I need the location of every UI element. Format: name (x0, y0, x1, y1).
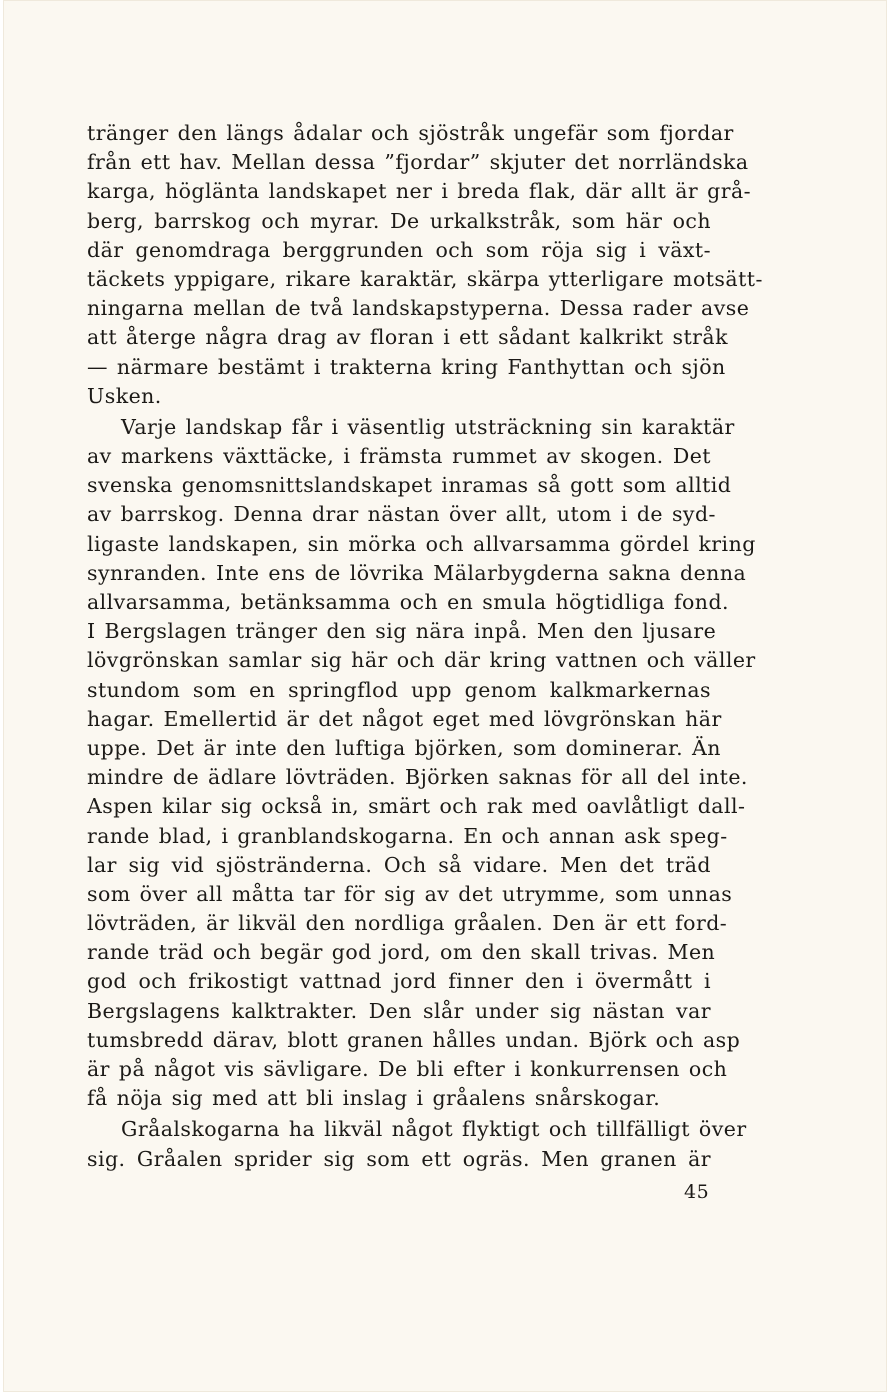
text-line: som över all måtta tar för sig av det utrymme, som unnas (87, 881, 733, 906)
paragraph-3 (87, 1115, 747, 1173)
body-text (87, 119, 763, 1174)
page-number: 45 (684, 1181, 710, 1203)
text-line: — närmare bestämt i trakterna kring Fanthyttan och sjön (87, 354, 726, 379)
text-line: lövträden, är likväl den nordliga gråalen. Den är ett ford- (87, 911, 728, 936)
text-line: svenska genomsnittslandskapet inramas så gott som alltid (87, 473, 732, 498)
text-line: Bergslagens kalktrakter. Den slår under sig nästan var (87, 998, 711, 1023)
text-line: stundom som en springflod upp genom kalkmarkernas (87, 677, 711, 702)
text-line: rande träd och begär god jord, om den skall trivas. Men (87, 940, 716, 965)
text-line: karga, höglänta landskapet ner i breda flak, där allt är grå- (87, 179, 751, 204)
text-line: av markens växttäcke, i främsta rummet av skogen. Det (87, 444, 711, 469)
text-line: rande blad, i granblandskogarna. En och annan ask speg- (87, 823, 728, 848)
text-line: Usken. (87, 383, 162, 408)
text-line: täckets yppigare, rikare karaktär, skärpa ytterligare motsätt- (87, 266, 763, 291)
text-line: sig. Gråalen sprider sig som ett ogräs. Men granen är (87, 1146, 711, 1171)
text-line: hagar. Emellertid är det något eget med lövgrönskan här (87, 706, 722, 731)
text-line: där genomdraga berggrunden och som röja sig i växt- (87, 237, 711, 262)
text-line: god och frikostigt vattnad jord finner den i övermått i (87, 969, 711, 994)
text-line: allvarsamma, betänksamma och en smula högtidliga fond. (87, 590, 729, 614)
text-line: ligaste landskapen, sin mörka och allvarsamma gördel kring (87, 531, 756, 556)
text-line: I Bergslagen tränger den sig nära inpå. Men den ljusare (87, 619, 717, 644)
text-line: av barrskog. Denna drar nästan över allt, utom i de syd- (87, 502, 716, 527)
text-line: Varje landskap får i väsentlig utsträckning sin karaktär (121, 414, 735, 439)
text-line: lövgrönskan samlar sig här och där kring vattnen och väller (87, 648, 756, 673)
text-line: lar sig vid sjöstränderna. Och så vidare. Men det träd (87, 852, 711, 877)
text-line: uppe. Det är inte den luftiga björken, som dominerar. Än (87, 735, 721, 760)
text-line: synranden. Inte ens de lövrika Mälarbygderna sakna denna (87, 560, 747, 585)
book-page (3, 0, 887, 1392)
text-line: att återge några drag av floran i ett sådant kalkrikt stråk (87, 325, 728, 350)
paragraph-2 (87, 413, 756, 1114)
text-line: tränger den längs ådalar och sjöstråk ungefär som fjordar (87, 121, 734, 145)
text-line: få nöja sig med att bli inslag i gråalens snårskogar. (87, 1086, 661, 1111)
text-line: ningarna mellan de två landskapstyperna. Dessa rader avse (87, 296, 750, 321)
text-line: mindre de ädlare lövträden. Björken saknas för all del inte. (87, 765, 748, 790)
text-line: Gråalskogarna ha likväl något flyktigt och tillfälligt över (121, 1117, 747, 1142)
text-line: är på något vis sävligare. De bli efter i konkurrensen och (87, 1057, 728, 1081)
text-line: tumsbredd därav, blott granen hålles undan. Björk och asp (87, 1027, 741, 1052)
paragraph-1 (87, 119, 763, 411)
text-line: berg, barrskog och myrar. De urkalkstråk, som här och (87, 208, 711, 233)
text-line: Aspen kilar sig också in, smärt och rak med oavlåtligt dall- (87, 794, 746, 819)
text-line: från ett hav. Mellan dessa ”fjordar” skjuter det norrländska (87, 150, 749, 175)
